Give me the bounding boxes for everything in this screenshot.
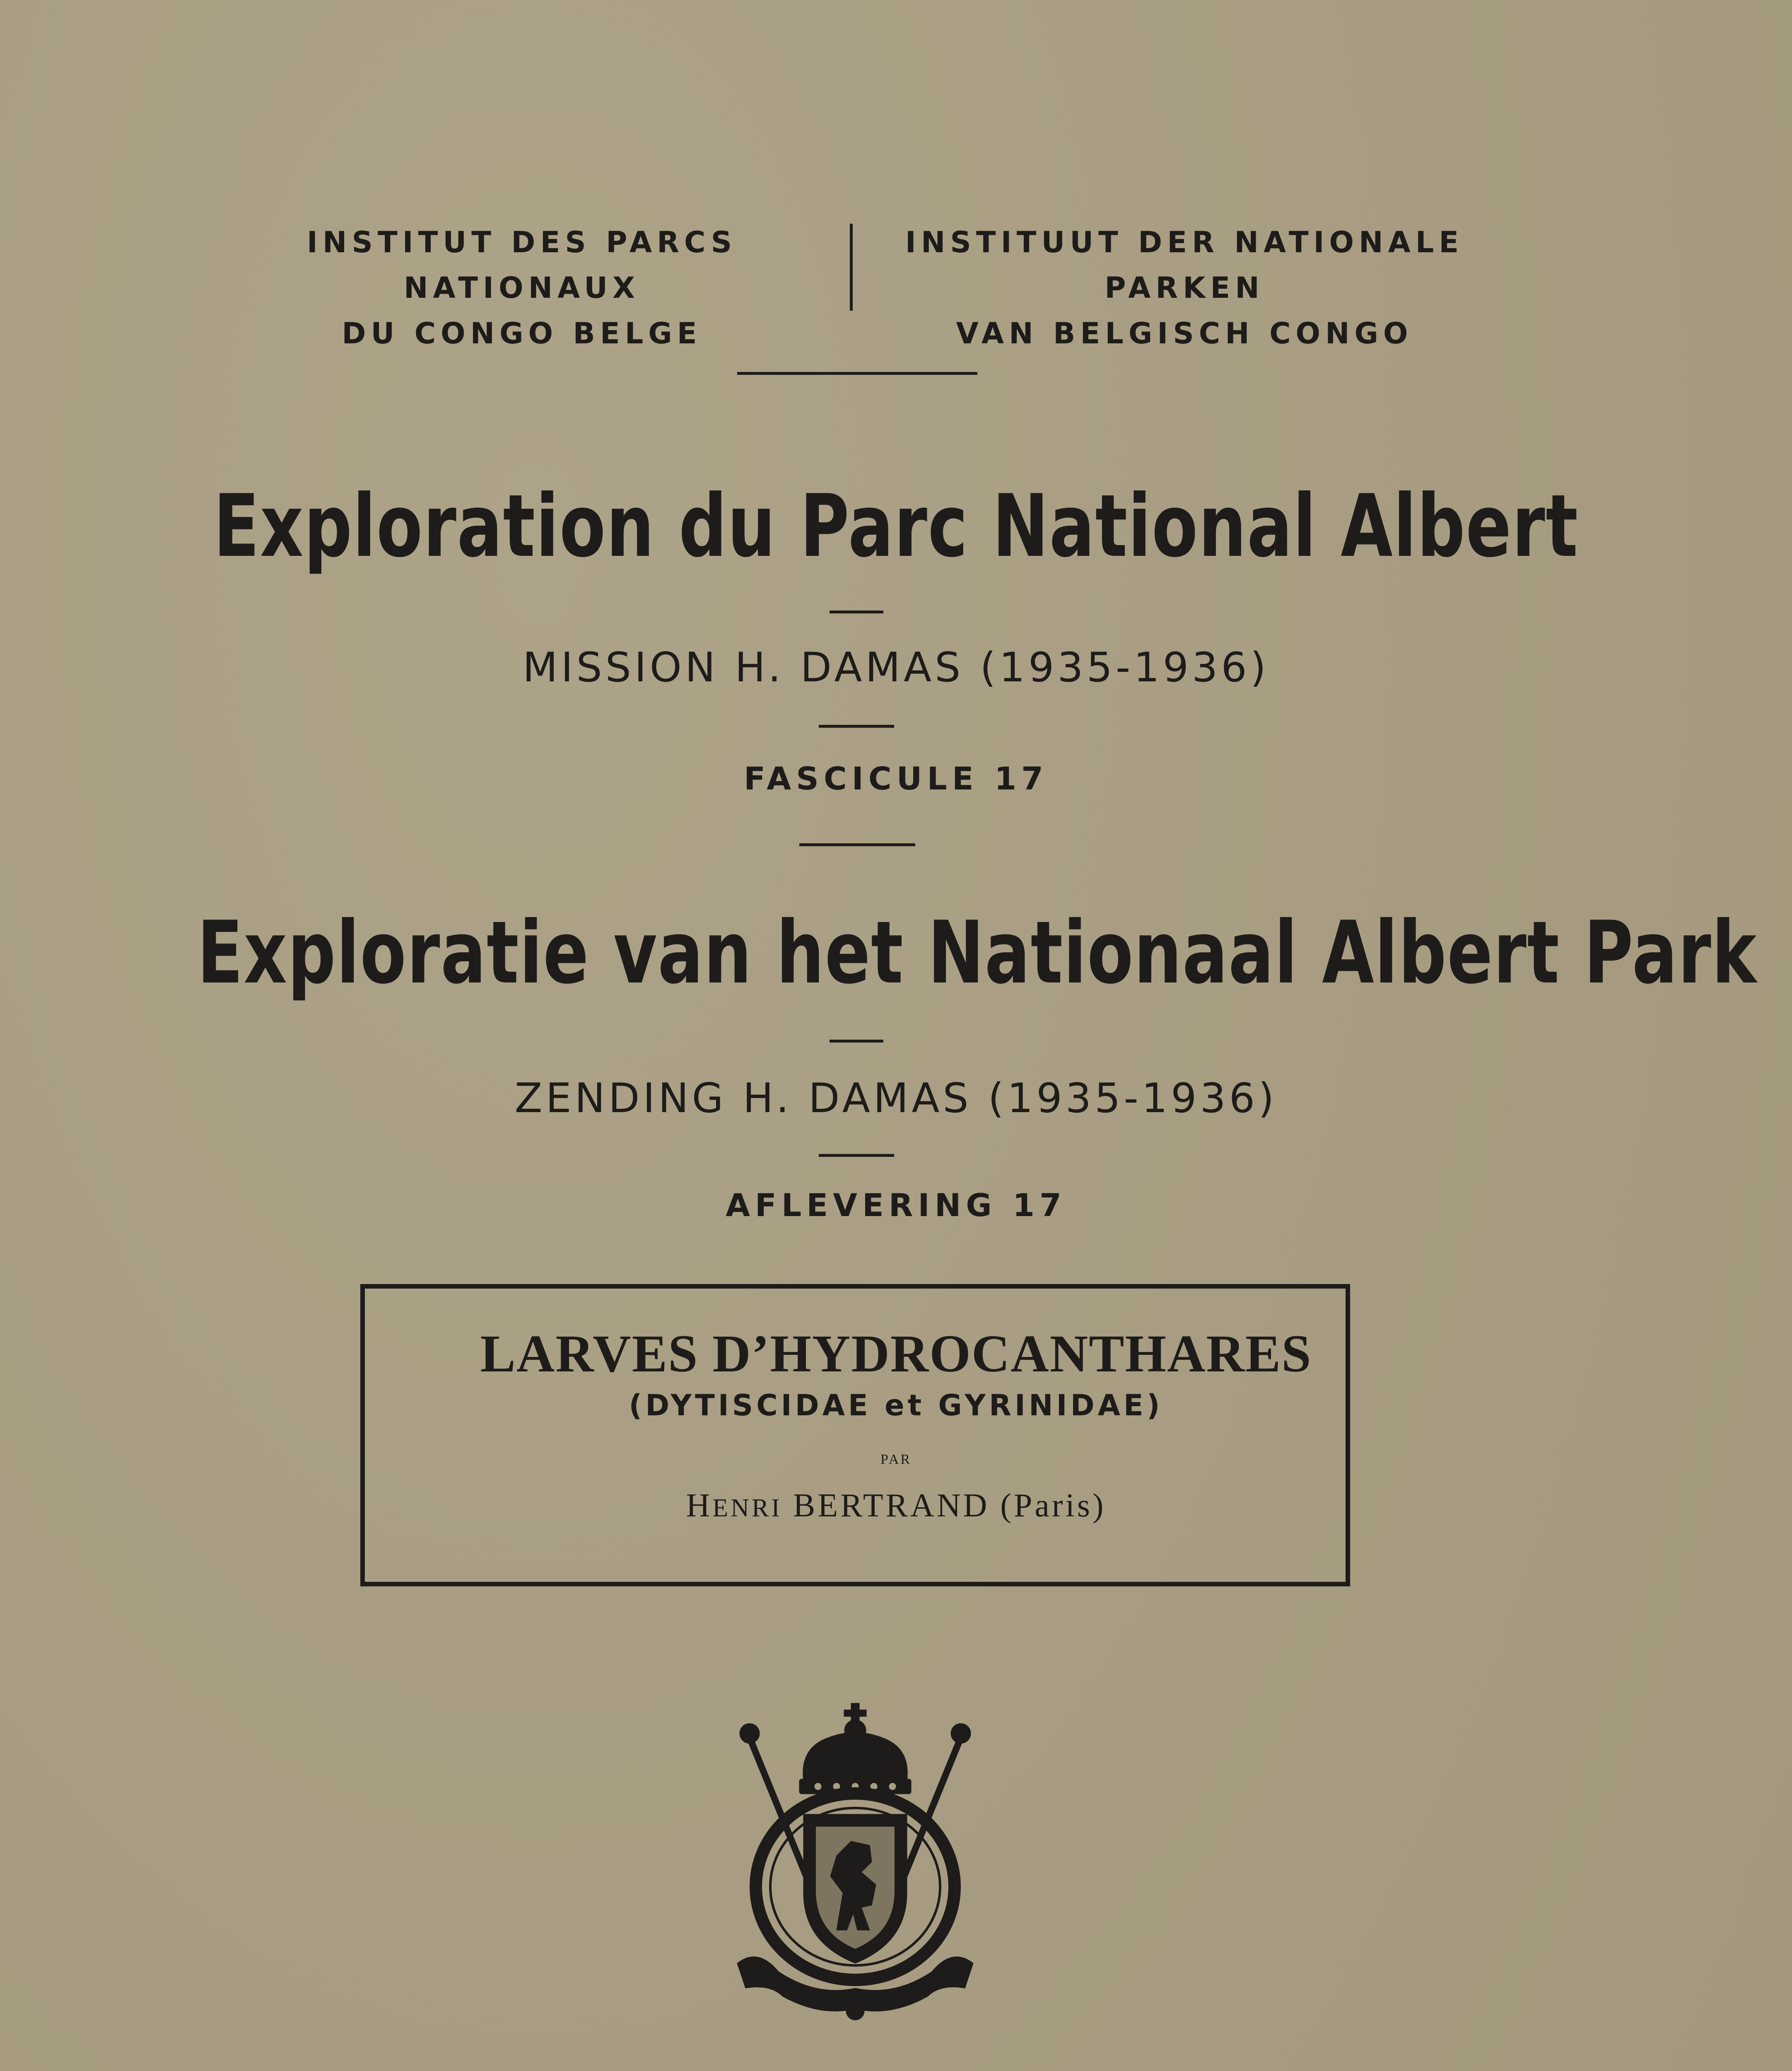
article-by-wrap <box>0 1452 1792 1468</box>
french-fascicule-wrap <box>0 760 1792 797</box>
header-rule <box>737 372 977 375</box>
article-title-wrap <box>0 1323 1792 1384</box>
dutch-rule-1 <box>830 1040 883 1043</box>
french-fascicule: FASCICULE 17 <box>744 760 1048 797</box>
french-mission-wrap <box>0 644 1792 691</box>
french-rule-3 <box>799 843 915 846</box>
dutch-title-wrap <box>0 903 1792 1003</box>
institute-french <box>199 220 845 356</box>
french-rule-1 <box>830 611 883 613</box>
author-first-rest: ENRI <box>712 1494 782 1522</box>
french-title-wrap <box>0 476 1792 577</box>
article-subtitle: (DYTISCIDAE et GYRINIDAE) <box>629 1388 1163 1422</box>
dutch-mission-wrap <box>0 1075 1792 1122</box>
article-author <box>0 1487 1792 1525</box>
french-rule-2 <box>819 725 894 728</box>
article-title: LARVES D’HYDROCANTHARES <box>480 1324 1312 1383</box>
author-first-initial: H <box>686 1487 713 1524</box>
french-mission: MISSION H. DAMAS (1935-1936) <box>522 644 1269 691</box>
article-subtitle-wrap <box>0 1388 1792 1422</box>
institute-french-line1: INSTITUT DES PARCS NATIONAUX <box>306 225 737 305</box>
article-by: PAR <box>880 1452 912 1467</box>
dutch-rule-2 <box>819 1154 894 1157</box>
author-last: BERTRAND <box>793 1487 990 1524</box>
header-divider <box>850 224 853 311</box>
dutch-fascicule-wrap <box>0 1187 1792 1224</box>
coat-of-arms-icon <box>733 1698 977 2021</box>
dutch-mission: ZENDING H. DAMAS (1935-1936) <box>514 1075 1278 1122</box>
article-author-wrap <box>0 1487 1792 1525</box>
french-title: Exploration du Parc National Albert <box>213 476 1579 577</box>
dutch-fascicule: AFLEVERING 17 <box>726 1187 1066 1224</box>
institute-dutch <box>861 220 1507 356</box>
author-place: (Paris) <box>1000 1487 1106 1524</box>
institute-french-line2: DU CONGO BELGE <box>342 316 702 350</box>
dutch-title: Exploratie van het Nationaal Albert Park <box>197 903 1757 1003</box>
institute-dutch-line2: VAN BELGISCH CONGO <box>956 316 1413 350</box>
institute-dutch-line1: INSTITUUT DER NATIONALE PARKEN <box>905 225 1464 305</box>
